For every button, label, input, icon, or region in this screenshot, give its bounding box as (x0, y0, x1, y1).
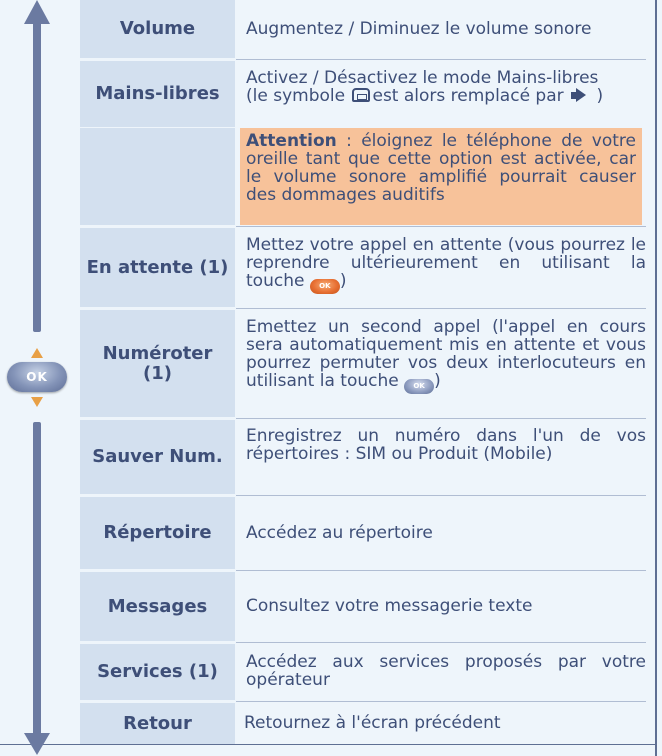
desc-text: Emettez un second appel (l'appel en cours sera automatiquement mis en attente et vous pourrez permuter vos deux interlocuteurs en utilisant la touche (246, 317, 646, 391)
menu-label-blank (80, 128, 235, 225)
row-divider (236, 701, 646, 702)
row-divider (236, 308, 646, 309)
menu-label-column (80, 0, 235, 743)
menu-label-messages: Messages (80, 572, 235, 641)
desc-numeroter (246, 318, 646, 394)
ok-button-icon (7, 362, 67, 392)
ok-button-label: OK (26, 370, 48, 384)
desc-en-attente (246, 236, 646, 294)
desc-sauver-num: Enregistrez un numéro dans l'un de vos répertoires : SIM ou Produit (Mobile) (246, 426, 646, 464)
menu-label-numeroter: Numéroter (1) (80, 310, 235, 417)
desc-text: ) (434, 371, 441, 391)
scroll-down-arrow-icon (24, 733, 50, 755)
phone-icon (352, 88, 370, 102)
page-bottom-border (0, 744, 657, 745)
row-divider (236, 59, 646, 60)
desc-text: ) (596, 86, 604, 106)
desc-services: Accédez aux services proposés par votre opérateur (246, 652, 646, 690)
attention-warning-box (240, 128, 642, 225)
row-divider (236, 642, 646, 643)
attention-text: : éloignez le téléphone de votre oreille tant que cette option est activée, car le volume sonore amplifié pourrait causer des dommages auditifs (246, 131, 637, 205)
desc-text: est alors remplacé par (372, 86, 564, 106)
scroll-track-top (33, 18, 41, 332)
row-divider (236, 418, 646, 419)
menu-label-en-attente: En attente (1) (80, 228, 235, 307)
desc-volume: Augmentez / Diminuez le volume sonore (246, 19, 592, 39)
desc-text: (le symbole (246, 86, 346, 106)
menu-label-repertoire: Répertoire (80, 497, 235, 569)
speaker-icon (571, 88, 589, 102)
ok-key-icon: OK (310, 279, 340, 294)
desc-messages: Consultez votre messagerie texte (246, 596, 533, 616)
desc-mains-libres-line1: Activez / Désactivez le mode Mains-libres (246, 68, 599, 88)
menu-label-retour: Retour (80, 703, 235, 744)
menu-label-volume: Volume (80, 0, 235, 58)
menu-label-services: Services (1) (80, 644, 235, 700)
desc-retour: Retournez à l'écran précédent (244, 713, 501, 733)
row-divider (236, 570, 646, 571)
row-divider (236, 226, 646, 227)
desc-mains-libres-line2 (246, 87, 646, 105)
row-divider (236, 495, 646, 496)
menu-label-mains-libres: Mains-libres (80, 61, 235, 127)
page-right-border (655, 0, 657, 756)
desc-text: Mettez votre appel en attente (vous pourrez le reprendre ultérieurement en utilisant la touche (246, 235, 646, 291)
desc-mains-libres (246, 69, 646, 105)
menu-label-sauver-num: Sauver Num. (80, 420, 235, 494)
down-indicator-icon (31, 397, 43, 407)
ok-key-icon: OK (404, 379, 434, 394)
desc-repertoire: Accédez au répertoire (246, 523, 433, 543)
up-indicator-icon (31, 348, 43, 358)
attention-title: Attention (246, 131, 337, 151)
scroll-track-bottom (33, 422, 41, 737)
desc-text: ) (339, 271, 347, 291)
